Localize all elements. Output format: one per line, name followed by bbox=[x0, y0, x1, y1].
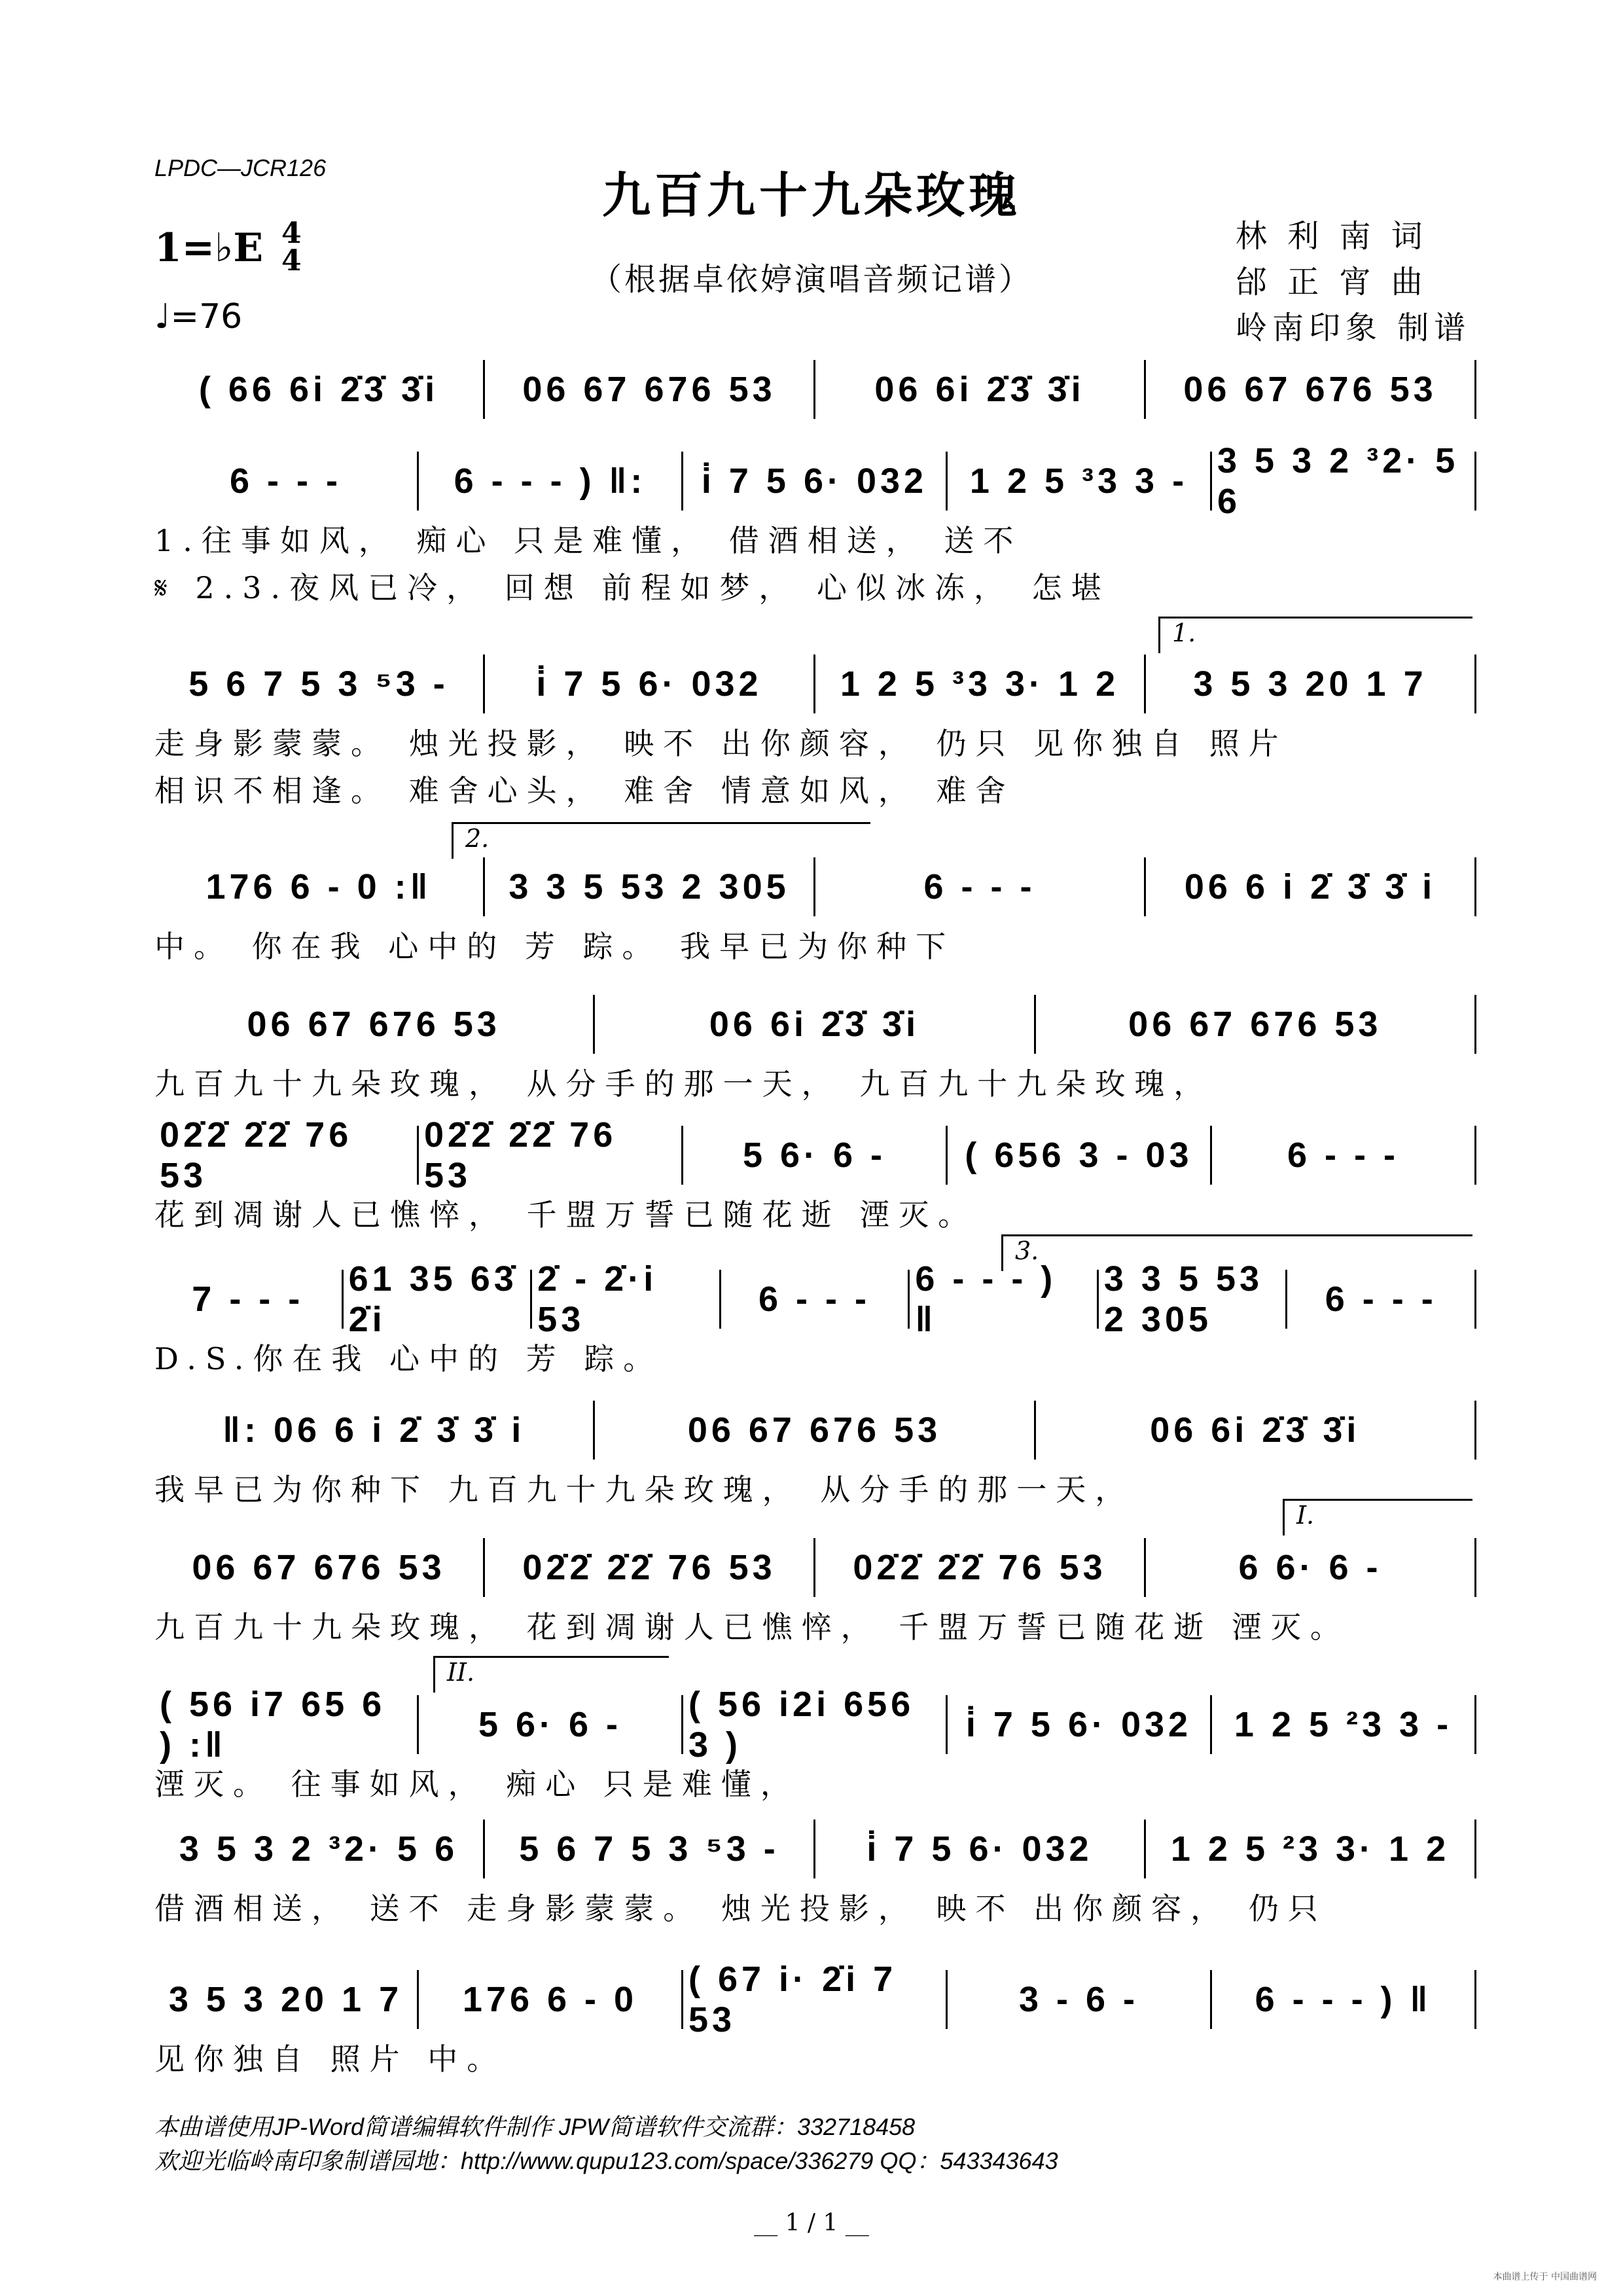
measure bbox=[1146, 655, 1476, 713]
measure bbox=[815, 655, 1146, 713]
measure-notes: 3 5 3 20 1 7 bbox=[1193, 664, 1427, 704]
tempo-marking: ♩=76 bbox=[154, 297, 243, 336]
measure-notes: 1 2 5 ²3 3 - bbox=[1234, 1705, 1453, 1744]
time-signature bbox=[281, 217, 302, 278]
measure bbox=[154, 1970, 419, 2029]
measure-notes: 1 2 5 ³3 3· 1 2 bbox=[840, 664, 1120, 704]
measure-notes: i̇ 7 5 6· 032 bbox=[701, 461, 928, 501]
measure-notes: 6 - - - bbox=[923, 867, 1036, 906]
staff-row bbox=[154, 655, 1476, 715]
measure bbox=[683, 452, 948, 511]
measure bbox=[683, 1960, 948, 2039]
measure-notes: ‖: 06 6 i 2̇ 3̇ 3̇ i bbox=[223, 1410, 526, 1450]
measure bbox=[1212, 441, 1476, 521]
measure bbox=[154, 1685, 419, 1765]
lyricist-credit: 林 利 南 词 bbox=[1236, 218, 1428, 255]
measure-notes: 06 67 676 53 bbox=[192, 1548, 446, 1587]
measure-notes: 02̇2̇ 2̇2̇ 76 53 bbox=[522, 1548, 776, 1587]
measure bbox=[154, 1115, 419, 1195]
lyric-line: 我早已为你种下 九百九十九朵玫瑰， 从分手的那一天， bbox=[154, 1472, 1135, 1507]
measure bbox=[910, 1259, 1099, 1339]
measure bbox=[1146, 1538, 1476, 1597]
volta-bracket: I. bbox=[1283, 1499, 1472, 1535]
measure-notes: ( 56 i7 65 6 ) :‖ bbox=[160, 1685, 386, 1765]
measure-notes: 3 3 5 53 2 305 bbox=[1103, 1259, 1264, 1339]
lyric-line: 九百九十九朵玫瑰， 花到凋谢人已憔悴， 千盟万誓已随花逝 湮灭。 bbox=[154, 1609, 1349, 1645]
lyric-line: 走身影蒙蒙。 烛光投影， 映不 出你颜容， 仍只 见你独自 照片 bbox=[154, 726, 1288, 761]
measure bbox=[154, 655, 485, 713]
measure-notes: 5 6 7 5 3 ⁵3 - bbox=[519, 1829, 779, 1869]
lyric-line: D.S.你在我 心中的 芳 踪。 bbox=[154, 1341, 663, 1376]
lyric-line: 九百九十九朵玫瑰， 从分手的那一天， 九百九十九朵玫瑰， bbox=[154, 1066, 1213, 1102]
measure-notes: i̇ 7 5 6· 032 bbox=[965, 1705, 1192, 1744]
measure-notes: 7 - - - bbox=[192, 1280, 304, 1319]
measure bbox=[344, 1259, 533, 1339]
measure-notes: 06 67 676 53 bbox=[687, 1410, 942, 1450]
volta-bracket: 1. bbox=[1158, 617, 1472, 653]
staff-row bbox=[154, 857, 1476, 918]
measure-notes: 176 6 - 0 bbox=[462, 1980, 638, 2019]
measure bbox=[721, 1270, 910, 1329]
lyric-line: 见你独自 照片 中。 bbox=[154, 2041, 507, 2077]
measure bbox=[948, 1126, 1212, 1185]
measure-notes: 06 67 676 53 bbox=[1128, 1005, 1382, 1044]
composer-credit: 邰 正 宵 曲 bbox=[1236, 264, 1428, 300]
measure bbox=[154, 452, 419, 511]
measure bbox=[1036, 1401, 1476, 1460]
measure bbox=[154, 360, 485, 419]
measure bbox=[815, 360, 1146, 419]
measure bbox=[154, 857, 485, 916]
measure-notes: 6 - - - bbox=[758, 1280, 871, 1319]
measure bbox=[154, 1401, 595, 1460]
measure bbox=[419, 1970, 683, 2029]
measure bbox=[1212, 1126, 1476, 1185]
measure bbox=[948, 1695, 1212, 1754]
measure bbox=[1146, 360, 1476, 419]
staff-row bbox=[154, 1538, 1476, 1598]
arranger-credit: 岭南印象 制谱 bbox=[1236, 310, 1471, 346]
measure-notes: i̇ 7 5 6· 032 bbox=[866, 1829, 1093, 1869]
measure-notes: 06 67 676 53 bbox=[247, 1005, 501, 1044]
meter-top: 4 bbox=[281, 217, 302, 250]
measure bbox=[1212, 1970, 1476, 2029]
measure-notes: 5 6· 6 - bbox=[478, 1705, 622, 1744]
measure bbox=[683, 1126, 948, 1185]
upload-stamp: 本曲谱上传于 中国曲谱网 bbox=[1493, 2272, 1597, 2282]
measure-notes: 02̇2̇ 2̇2̇ 76 53 bbox=[160, 1115, 353, 1195]
lyric-line: 𝄋 2.3.夜风已冷， 回想 前程如梦， 心似冰冻， 怎堪 bbox=[154, 570, 1111, 605]
measure bbox=[1036, 995, 1476, 1054]
lyric-line: 中。 你在我 心中的 芳 踪。 我早已为你种下 bbox=[154, 929, 955, 964]
volta-bracket: 2. bbox=[452, 822, 870, 859]
measure bbox=[419, 1695, 683, 1754]
measure-notes: 1 2 5 ³3 3 - bbox=[969, 461, 1188, 501]
measure-notes: ( 656 3 - 03 bbox=[965, 1136, 1193, 1175]
measure-notes: 61 35 63̇ 2̇i bbox=[348, 1259, 518, 1339]
measure bbox=[419, 452, 683, 511]
measure-notes: 06 6i 2̇3̇ 3̇i bbox=[709, 1005, 920, 1044]
measure-notes: 3 5 3 2 ³2· 5 6 bbox=[179, 1829, 459, 1869]
measure-notes: 3 5 3 20 1 7 bbox=[168, 1980, 403, 2019]
measure bbox=[948, 1970, 1212, 2029]
lyric-line: 1.往事如风， 痴心 只是难懂， 借酒相送， 送不 bbox=[154, 523, 1023, 558]
measure bbox=[154, 1538, 485, 1597]
measure-notes: 6 - - - bbox=[1325, 1280, 1437, 1319]
measure-notes: 6 6· 6 - bbox=[1238, 1548, 1382, 1587]
measure bbox=[815, 1538, 1146, 1597]
measure-notes: 02̇2̇ 2̇2̇ 76 53 bbox=[853, 1548, 1107, 1587]
measure bbox=[683, 1685, 948, 1765]
measure-notes: 5 6 7 5 3 ⁵3 - bbox=[188, 664, 449, 704]
measure-notes: 06 6 i 2̇ 3̇ 3̇ i bbox=[1184, 867, 1436, 906]
measure bbox=[1146, 857, 1476, 916]
measure-notes: 06 6i 2̇3̇ 3̇i bbox=[874, 370, 1085, 409]
measure bbox=[595, 1401, 1035, 1460]
footer-website-note: 欢迎光临岭南印象制谱园地：http://www.qupu123.com/space/336279 QQ：543343643 bbox=[154, 2147, 1058, 2174]
page-number: __ 1 / 1 __ bbox=[754, 2210, 869, 2236]
measure-notes: 5 6· 6 - bbox=[742, 1136, 887, 1175]
staff-row bbox=[154, 995, 1476, 1055]
measure bbox=[485, 1820, 815, 1878]
song-title: 九百九十九朵玫瑰 bbox=[602, 168, 1021, 224]
score-code: LPDC—JCR126 bbox=[154, 154, 327, 181]
volta-bracket: 3. bbox=[1001, 1234, 1472, 1271]
measure bbox=[1287, 1270, 1476, 1329]
footer-software-note: 本曲谱使用JP-Word简谱编辑软件制作 JPW简谱软件交流群：332718458 bbox=[154, 2113, 916, 2140]
measure bbox=[595, 995, 1035, 1054]
staff-row bbox=[154, 1685, 1476, 1765]
measure bbox=[154, 1270, 344, 1329]
measure-notes: ( 67 i· 2̇i 7 53 bbox=[688, 1960, 897, 2039]
measure-notes: i̇ 7 5 6· 032 bbox=[536, 664, 762, 704]
measure bbox=[1099, 1259, 1288, 1339]
measure bbox=[815, 1820, 1146, 1878]
measure bbox=[485, 360, 815, 419]
measure-notes: 06 6i 2̇3̇ 3̇i bbox=[1150, 1410, 1361, 1450]
measure-notes: 02̇2̇ 2̇2̇ 76 53 bbox=[424, 1115, 617, 1195]
lyric-line: 湮灭。 往事如风， 痴心 只是难懂， bbox=[154, 1767, 800, 1802]
measure bbox=[532, 1259, 721, 1339]
volta-bracket: II. bbox=[433, 1656, 669, 1693]
measure-notes: 6 - - - bbox=[230, 461, 342, 501]
measure bbox=[154, 1820, 485, 1878]
measure-notes: 176 6 - 0 :‖ bbox=[205, 867, 432, 906]
measure-notes: 3 3 5 53 2 305 bbox=[508, 867, 790, 906]
song-subtitle: （根据卓依婷演唱音频记谱） bbox=[590, 261, 1033, 298]
staff-row bbox=[154, 441, 1476, 521]
meter-bottom: 4 bbox=[281, 244, 302, 278]
measure bbox=[485, 857, 815, 916]
measure bbox=[1212, 1695, 1476, 1754]
measure bbox=[485, 1538, 815, 1597]
measure bbox=[815, 857, 1146, 916]
lyric-line: 花到凋谢人已憔悴， 千盟万誓已随花逝 湮灭。 bbox=[154, 1197, 978, 1232]
measure-notes: 1 2 5 ²3 3· 1 2 bbox=[1170, 1829, 1450, 1869]
measure bbox=[154, 995, 595, 1054]
measure-notes: 06 67 676 53 bbox=[1183, 370, 1437, 409]
staff-row bbox=[154, 1401, 1476, 1461]
key-signature: 1=♭E bbox=[154, 225, 264, 271]
staff-row bbox=[154, 1259, 1476, 1339]
measure-notes: 3 - 6 - bbox=[1018, 1980, 1139, 2019]
measure bbox=[1146, 1820, 1476, 1878]
measure-notes: 3 5 3 2 ³2· 5 6 bbox=[1217, 441, 1459, 521]
staff-row bbox=[154, 360, 1476, 420]
lyric-line: 借酒相送， 送不 走身影蒙蒙。 烛光投影， 映不 出你颜容， 仍只 bbox=[154, 1891, 1327, 1926]
staff-row bbox=[154, 1820, 1476, 1880]
measure bbox=[948, 452, 1212, 511]
lyric-line: 相识不相逢。 难舍心头， 难舍 情意如风， 难舍 bbox=[154, 773, 1015, 808]
measure-notes: 6 - - - ) ‖ bbox=[915, 1259, 1057, 1339]
measure-notes: 6 - - - ) ‖ bbox=[1255, 1980, 1432, 2019]
staff-row bbox=[154, 1960, 1476, 2039]
measure-notes: 6 - - - bbox=[1287, 1136, 1399, 1175]
staff-row bbox=[154, 1115, 1476, 1195]
measure-notes: ( 56 i2i 656 3 ) bbox=[688, 1685, 915, 1765]
measure-notes: 6 - - - ) ‖: bbox=[454, 461, 647, 501]
measure-notes: ( 66 6i 2̇3̇ 3̇i bbox=[198, 370, 439, 409]
measure-notes: 06 67 676 53 bbox=[522, 370, 776, 409]
measure bbox=[485, 655, 815, 713]
measure bbox=[419, 1115, 683, 1195]
measure-notes: 2̇ - 2̇·i 53 bbox=[537, 1259, 658, 1339]
